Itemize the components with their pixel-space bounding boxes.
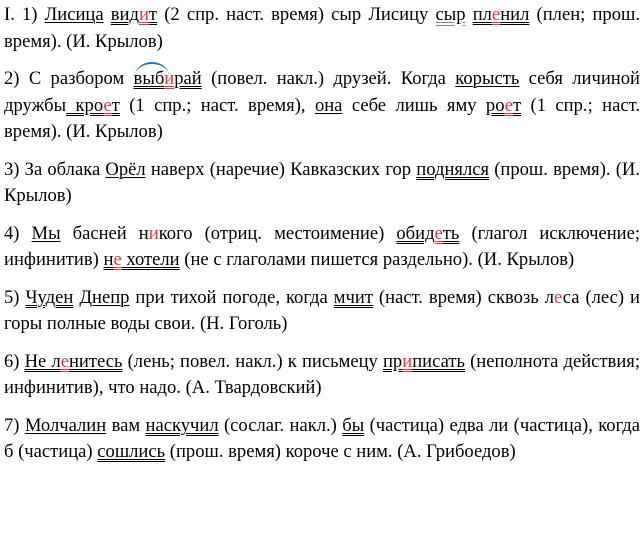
underlined-word-part: обид xyxy=(396,222,435,244)
text-run: при тихой погоде, когда xyxy=(129,286,334,308)
highlighted-letter: е xyxy=(554,286,563,308)
text-run: себя личиной дружбы xyxy=(4,68,640,116)
paragraph-p6 xyxy=(4,349,640,402)
text-run: (1 спр.; наст. время), xyxy=(119,94,315,116)
underlined-word-part: она xyxy=(314,94,343,116)
underlined-word-part: ро xyxy=(485,94,505,116)
text-run: 3) За облака xyxy=(4,158,106,180)
root-arc-mark xyxy=(135,62,169,76)
text-run: кого (отриц. местоимение) xyxy=(158,222,397,244)
underlined-word-part: наскучил xyxy=(145,414,219,436)
underlined-word-part: и xyxy=(164,68,175,89)
underlined-word-part: е xyxy=(504,94,513,116)
underlined-word-part: Мы xyxy=(31,222,61,244)
highlighted-letter: и xyxy=(148,222,159,244)
underlined-word-part: т xyxy=(148,4,158,25)
underlined-word-part: выб xyxy=(133,68,165,89)
text-run: (лень; повел. накл.) к письмецу xyxy=(122,350,383,372)
underlined-word-part: Молчалин xyxy=(24,414,107,436)
text-run: (не с глаголами пишется раздельно). (И. Крылов) xyxy=(179,249,575,270)
underlined-word-part: сошлись xyxy=(97,441,166,462)
underlined-word-part: н xyxy=(103,249,114,270)
root-arc-group xyxy=(134,66,175,93)
underlined-word-part: е xyxy=(103,94,112,116)
underlined-word-part: т xyxy=(513,94,522,116)
underlined-word-part: и xyxy=(402,350,413,372)
text-run: (наст. время) сквозь л xyxy=(372,286,555,308)
text-run: (глагол исключение; инфинитив) xyxy=(4,222,641,270)
underlined-word-part: хотели xyxy=(121,249,180,270)
underlined-word-part: нитесь xyxy=(68,350,123,372)
underlined-word-part: Лисица xyxy=(44,4,104,25)
text-run: (прош. время) короче с ним. (А. Грибоедов) xyxy=(165,441,516,462)
underlined-word-part: и xyxy=(138,4,149,25)
text-run: (2 спр. наст. время) сыр Лисицу xyxy=(157,4,436,25)
text-run: (повел. накл.) друзей. Когда xyxy=(201,68,456,89)
text-run: (сослаг. накл.) xyxy=(218,414,343,436)
text-run: 6) xyxy=(4,350,25,372)
underlined-word-part: мчит xyxy=(333,286,373,308)
underlined-word-part: пл xyxy=(472,4,492,25)
text-run: (прош. время). (И. Крылов) xyxy=(4,158,640,206)
underlined-word-part: бы xyxy=(342,414,365,436)
paragraph-p2 xyxy=(4,66,640,146)
underlined-word-part: Чуден xyxy=(25,286,74,308)
underlined-word-part: е xyxy=(60,350,69,372)
text-run: (частица) едва ли (частица), когда б (частица) xyxy=(4,414,641,462)
underlined-word-part: е xyxy=(113,249,122,270)
text-run: басней н xyxy=(60,222,149,244)
text-run: 5) xyxy=(4,286,26,308)
underlined-word-part: сыр xyxy=(435,4,466,25)
paragraph-p4 xyxy=(4,221,640,274)
paragraph-p3 xyxy=(4,157,640,210)
text-run: (1 спр.; наст. время). (И. Крылов) xyxy=(4,94,640,142)
paragraph-p5 xyxy=(4,285,640,338)
underlined-word-part: е xyxy=(491,4,501,25)
underlined-word-part: т xyxy=(111,94,120,116)
text-run: наверх (наречие) Кавказских гор xyxy=(145,158,417,180)
underlined-word-part: пр xyxy=(382,350,403,372)
text-run: себе лишь яму xyxy=(342,94,486,116)
underlined-word-part: Не л xyxy=(24,350,61,372)
text-run: вам xyxy=(106,414,146,436)
paragraph-p1 xyxy=(4,2,640,55)
text-run: 4) xyxy=(4,222,32,244)
text-run xyxy=(466,4,473,25)
underlined-word-part: писать xyxy=(412,350,465,372)
underlined-word-part: Днепр xyxy=(79,286,130,308)
underlined-word-part: Орёл xyxy=(105,158,146,180)
underlined-word-part: нил xyxy=(500,4,530,25)
underlined-word-part: е xyxy=(434,222,443,244)
text-run: (плен; прош. время). (И. Крылов) xyxy=(4,4,640,52)
text-run: са (лес) и горы полные воды свои. (Н. Гоголь) xyxy=(4,286,641,334)
text-run xyxy=(104,4,111,25)
underlined-word-part: корысть xyxy=(455,68,520,89)
underlined-word-part: рай xyxy=(174,68,202,89)
text-run: I. 1) xyxy=(4,4,45,25)
text-run: (неполнота действия; инфинитив), что надо. (А. Твардовский) xyxy=(4,350,640,398)
underlined-word-part: поднялся xyxy=(416,158,490,180)
paragraph-p7 xyxy=(4,413,640,466)
text-run: 2) С разбором xyxy=(4,68,134,89)
underlined-word-part: кро xyxy=(66,94,104,116)
underlined-word-part: вид xyxy=(110,4,139,25)
underlined-word-part: ть xyxy=(442,222,460,244)
text-run: 7) xyxy=(4,414,25,436)
